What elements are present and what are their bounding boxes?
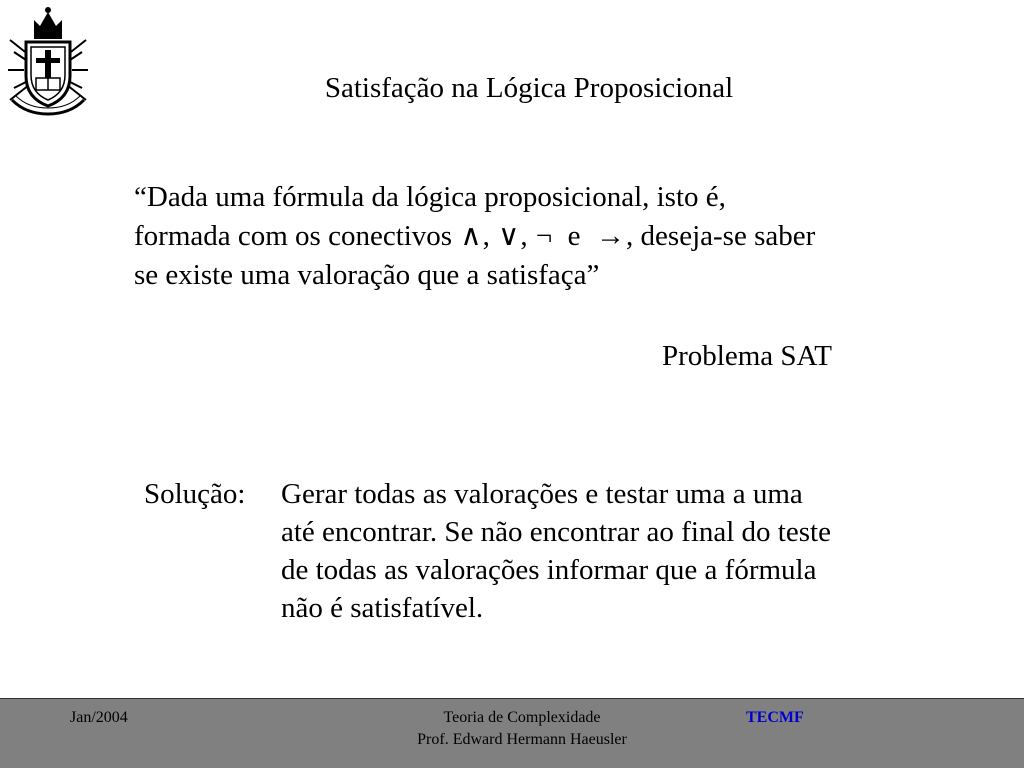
not-symbol: ¬: [535, 220, 553, 252]
conjunction: e: [553, 220, 596, 252]
footer-professor: Prof. Edward Hermann Haeusler: [417, 731, 627, 748]
solution-text: [281, 475, 831, 627]
or-symbol: ∨: [498, 220, 520, 252]
quote-line-2-end: , deseja-se saber: [626, 220, 816, 252]
slide-title: Satisfação na Lógica Proposicional: [324, 72, 734, 104]
solution-label: Solução:: [144, 478, 246, 510]
problem-label: Problema SAT: [662, 340, 832, 372]
quote-line-2-start: formada com os conectivos: [134, 220, 460, 252]
footer-bar: [0, 698, 1024, 768]
quote-line-2: [134, 217, 964, 256]
and-symbol: ∧: [460, 220, 482, 252]
solution-line: não é satisfatível.: [281, 592, 484, 624]
solution-line: de todas as valorações informar que a fórmula: [281, 554, 817, 586]
quote-line-1: “Dada uma fórmula da lógica proposicional, isto é,: [134, 181, 726, 213]
separator: ,: [482, 220, 498, 252]
footer-brand: TECMF: [746, 709, 804, 726]
separator: ,: [520, 220, 535, 252]
footer-date: Jan/2004: [70, 709, 128, 726]
solution-line: Gerar todas as valorações e testar uma a uma: [281, 478, 803, 510]
quote-line-3: se existe uma valoração que a satisfaça”: [134, 259, 600, 291]
implies-symbol: →: [596, 220, 626, 252]
sat-definition-quote: [134, 178, 964, 295]
solution-line: até encontrar. Se não encontrar ao final do teste: [281, 516, 831, 548]
footer-course-title: Teoria de Complexidade: [443, 709, 601, 726]
